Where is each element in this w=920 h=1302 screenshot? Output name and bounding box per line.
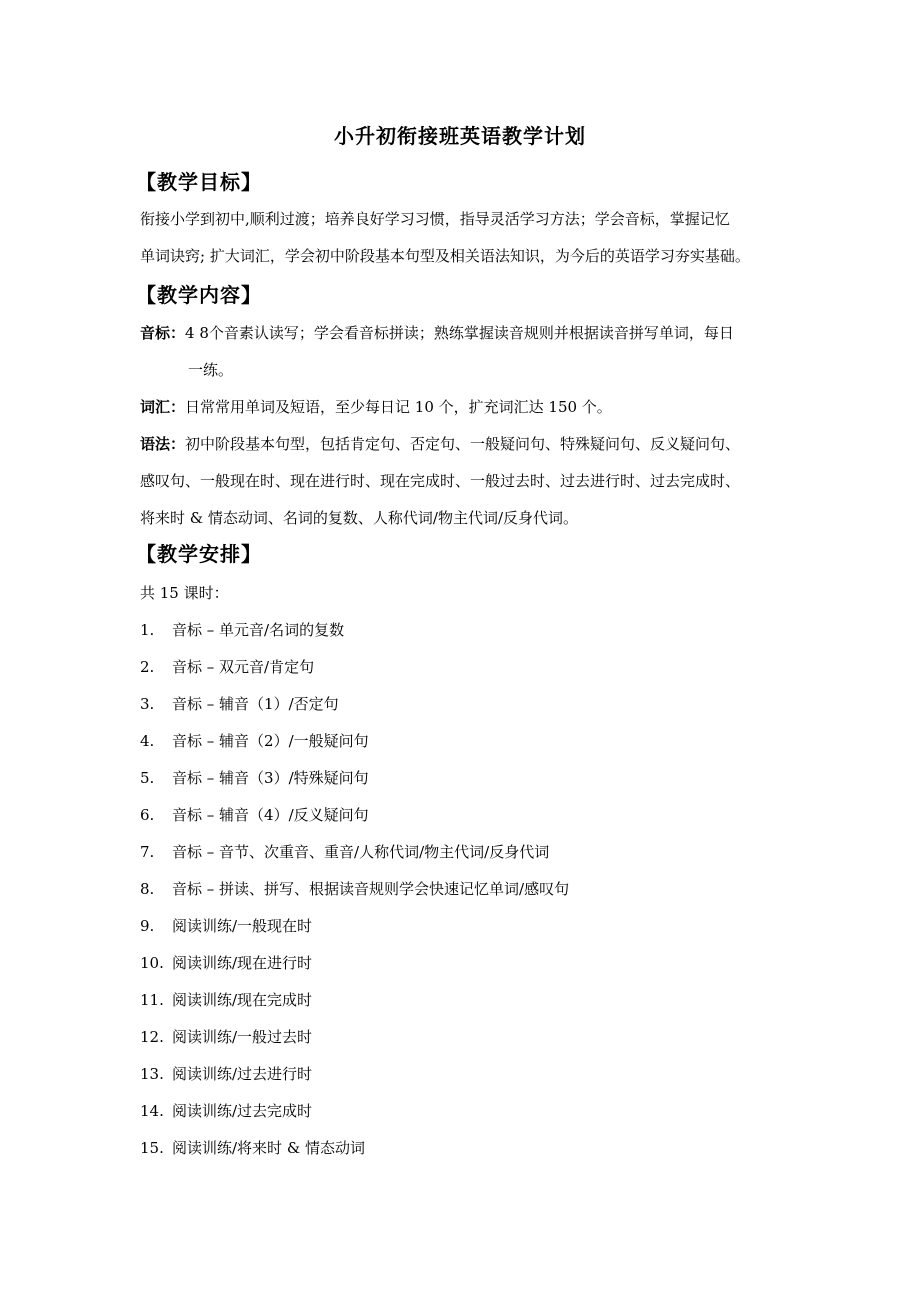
list-item-text: 音标 – 双元音/肯定句 <box>172 658 315 676</box>
list-item <box>140 767 369 788</box>
list-item <box>140 693 339 714</box>
list-item-number: 2. <box>140 658 155 676</box>
grammar-text: 初中阶段基本句型，包括肯定句、否定句、一般疑问句、特殊疑问句、反义疑问句、 <box>185 435 741 453</box>
list-item-number: 1. <box>140 621 155 639</box>
list-item-number: 14. <box>140 1102 164 1120</box>
list-item-number: 12. <box>140 1028 164 1046</box>
list-item <box>140 1063 312 1084</box>
list-item-text: 阅读训练/过去完成时 <box>172 1102 313 1120</box>
list-item-number: 9. <box>140 917 155 935</box>
goal-line: 单词诀窍; 扩大词汇，学会初中阶段基本句型及相关语法知识，为今后的英语学习夯实基础。 <box>140 247 750 265</box>
content-heading: 【教学内容】 <box>136 283 262 307</box>
phonetics-label: 音标： <box>140 324 186 342</box>
list-item <box>140 1100 312 1121</box>
list-item-text: 音标 – 辅音（2）/一般疑问句 <box>172 732 369 750</box>
phonetics-text: 4 8个音素认读写；学会看音标拼读；熟练掌握读音规则并根据读音拼写单词，每日 <box>185 324 734 342</box>
list-item <box>140 730 369 751</box>
list-item <box>140 952 312 973</box>
schedule-heading: 【教学安排】 <box>136 542 262 566</box>
list-item <box>140 878 569 899</box>
list-item-text: 阅读训练/现在进行时 <box>172 954 313 972</box>
vocab-label: 词汇： <box>140 398 186 416</box>
grammar-line: 感叹句、一般现在时、现在进行时、现在完成时、一般过去时、过去进行时、过去完成时、 <box>140 472 741 490</box>
list-item-text: 音标 – 单元音/名词的复数 <box>172 621 345 639</box>
list-item-text: 音标 – 辅音（1）/否定句 <box>172 695 339 713</box>
phonetics-paragraph <box>140 315 790 389</box>
list-item <box>140 1026 312 1047</box>
list-item-text: 音标 – 辅音（3）/特殊疑问句 <box>172 769 369 787</box>
list-item <box>140 1137 365 1158</box>
phonetics-line: 一练。 <box>188 361 234 379</box>
list-item-text: 阅读训练/现在完成时 <box>172 991 313 1009</box>
goal-heading: 【教学目标】 <box>136 170 262 194</box>
vocab-paragraph <box>140 389 790 426</box>
list-item-number: 7. <box>140 843 155 861</box>
list-item-number: 13. <box>140 1065 164 1083</box>
list-item-text: 阅读训练/一般过去时 <box>172 1028 313 1046</box>
list-item <box>140 619 344 640</box>
list-item <box>140 841 549 862</box>
list-item <box>140 804 369 825</box>
grammar-label: 语法： <box>140 435 186 453</box>
schedule-total: 共 15 课时： <box>140 584 229 602</box>
vocab-text: 日常常用单词及短语，至少每日记 10 个，扩充词汇达 150 个。 <box>185 398 612 416</box>
list-item-number: 8. <box>140 880 155 898</box>
list-item-text: 音标 – 音节、次重音、重音/人称代词/物主代词/反身代词 <box>172 843 550 861</box>
list-item-text: 阅读训练/将来时 & 情态动词 <box>172 1139 365 1157</box>
list-item-text: 音标 – 拼读、拼写、根据读音规则学会快速记忆单词/感叹句 <box>172 880 570 898</box>
list-item-number: 6. <box>140 806 155 824</box>
list-item-number: 4. <box>140 732 155 750</box>
list-item-number: 11. <box>140 991 164 1009</box>
document-title: 小升初衔接班英语教学计划 <box>334 124 586 148</box>
list-item <box>140 656 314 677</box>
list-item-number: 15. <box>140 1139 164 1157</box>
list-item <box>140 915 312 936</box>
list-item-number: 10. <box>140 954 164 972</box>
list-item-number: 3. <box>140 695 155 713</box>
grammar-line: 将来时 & 情态动词、名词的复数、人称代词/物主代词/反身代词。 <box>140 509 578 527</box>
list-item-number: 5. <box>140 769 155 787</box>
list-item-text: 阅读训练/过去进行时 <box>172 1065 313 1083</box>
grammar-paragraph <box>140 426 790 537</box>
list-item-text: 阅读训练/一般现在时 <box>172 917 313 935</box>
phonetics-line <box>140 315 790 352</box>
grammar-line <box>140 426 790 463</box>
goal-line: 衔接小学到初中,顺利过渡；培养良好学习习惯，指导灵活学习方法；学会音标，掌握记忆 <box>140 210 730 228</box>
goal-paragraph <box>140 201 790 275</box>
list-item <box>140 989 312 1010</box>
list-item-text: 音标 – 辅音（4）/反义疑问句 <box>172 806 369 824</box>
